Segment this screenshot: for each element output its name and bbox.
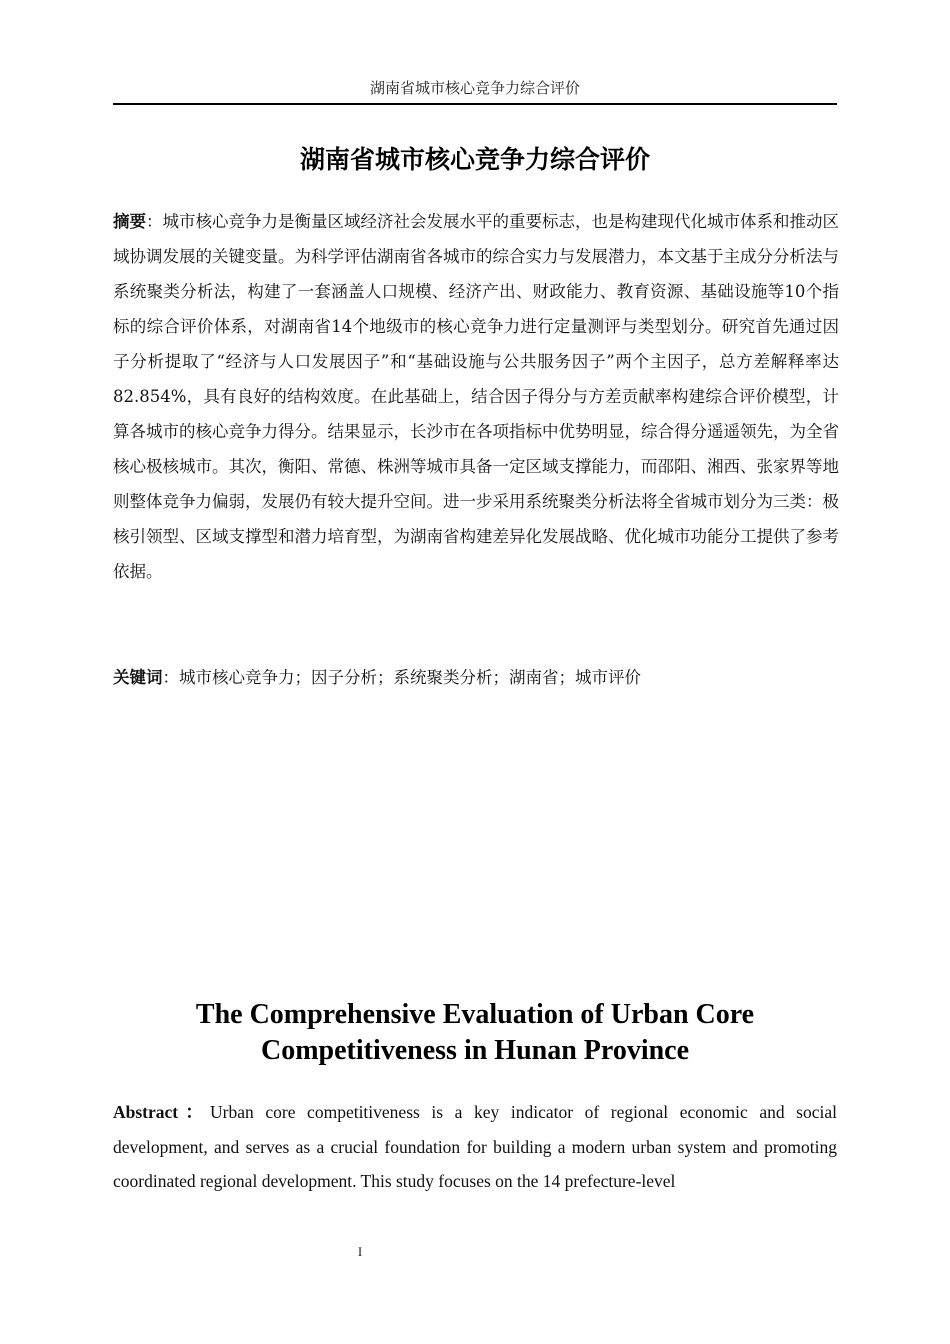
english-abstract-text: Urban core competitiveness is a key indicator of regional economic and social development, and serves as a crucial foundation for building a modern urban system and promoting coordinated regional development. This study focuses on the 14 prefecture-level	[113, 1102, 837, 1191]
running-header: 湖南省城市核心竞争力综合评价	[369, 79, 580, 97]
chinese-abstract	[113, 204, 839, 589]
english-abstract	[113, 1095, 837, 1199]
chinese-abstract-label: 摘要	[113, 212, 146, 231]
chinese-keywords	[113, 660, 839, 695]
chinese-abstract-colon: ：	[146, 212, 163, 231]
english-abstract-label: Abstract	[113, 1102, 179, 1122]
chinese-abstract-text: 城市核心竞争力是衡量区域经济社会发展水平的重要标志，也是构建现代化城市体系和推动区域协调发展的关键变量。为科学评估湖南省各城市的综合实力与发展潜力，本文基于主成分分析法与系统聚类分析法，构建了一套涵盖人口规模、经济产出、财政能力、教育资源、基础设施等10个指标的综合评价体系，对湖南省14个地级市的核心竞争力进行定量测评与类型划分。研究首先通过因子分析提取了“经济与人口发展因子”和“基础设施与公共服务因子”两个主因子，总方差解释率达82.854%，具有良好的结构效度。在此基础上，结合因子得分与方差贡献率构建综合评价模型，计算各城市的核心竞争力得分。结果显示，长沙市在各项指标中优势明显，综合得分遥遥领先，为全省核心极核城市。其次，衡阳、常德、株洲等城市具备一定区域支撑能力，而邵阳、湘西、张家界等地则整体竞争力偏弱，发展仍有较大提升空间。进一步采用系统聚类分析法将全省城市划分为三类：极核引领型、区域支撑型和潜力培育型，为湖南省构建差异化发展战略、优化城市功能分工提供了参考依据。	[113, 212, 839, 581]
english-abstract-colon: ：	[178, 1102, 211, 1122]
header-rule	[113, 103, 837, 105]
english-title-line-2: Competitiveness in Hunan Province	[260, 1035, 690, 1066]
chinese-keywords-text: 城市核心竞争力；因子分析；系统聚类分析；湖南省；城市评价	[179, 668, 641, 687]
chinese-title: 湖南省城市核心竞争力综合评价	[299, 145, 650, 174]
chinese-keywords-colon: ：	[162, 668, 179, 687]
english-title	[113, 997, 837, 1069]
page-number: I	[357, 1244, 363, 1259]
english-title-line-1: The Comprehensive Evaluation of Urban Core	[195, 999, 755, 1030]
chinese-keywords-label: 关键词	[113, 668, 163, 687]
